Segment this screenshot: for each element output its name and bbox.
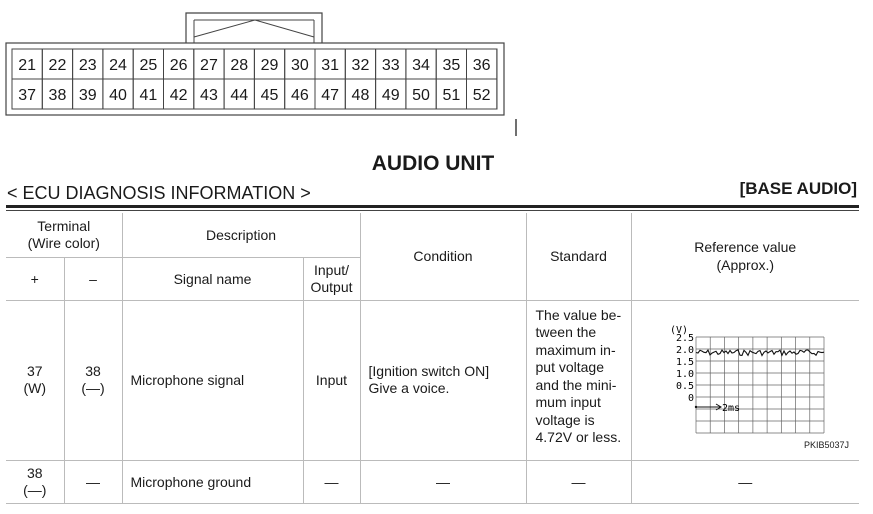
- connector-pin-label: 31: [321, 57, 340, 74]
- io-cell: —: [303, 460, 360, 503]
- plus-terminal-cell: [6, 460, 64, 503]
- table-row: [6, 300, 859, 460]
- connector-pin-label: 38: [48, 87, 67, 104]
- condition-line-1: [Ignition switch ON]: [368, 363, 490, 379]
- connector-pin-label: 25: [139, 57, 158, 74]
- connector-pin-label: 33: [381, 57, 400, 74]
- header-rule-thin: [6, 210, 859, 211]
- connector-pin-label: 41: [139, 87, 158, 104]
- standard-line: The value be-: [535, 306, 622, 323]
- plus-header: +: [6, 257, 64, 300]
- condition-cell: [360, 300, 526, 460]
- standard-line: voltage is: [535, 411, 595, 428]
- y-tick-label: 0.5: [675, 380, 694, 392]
- time-scale-dot: [694, 405, 696, 407]
- connector-pin-label: 52: [472, 87, 491, 104]
- ecu-diagnosis-label: < ECU DIAGNOSIS INFORMATION >: [7, 183, 311, 203]
- standard-line: 4.72V or less.: [535, 429, 622, 445]
- io-cell: Input: [303, 300, 360, 460]
- connector-pin-label: 26: [169, 57, 188, 74]
- connector-diagram: [0, 0, 873, 140]
- approx-header-label: (Approx.): [716, 257, 775, 274]
- condition-cell: —: [360, 460, 526, 503]
- minus-terminal-color: (—): [81, 380, 105, 396]
- minus-terminal-cell: —: [64, 460, 122, 503]
- connector-latch: [186, 13, 322, 47]
- condition-header: Condition: [360, 213, 526, 300]
- figure-id: PKIB5037J: [803, 439, 849, 450]
- connector-pin-label: 46: [290, 87, 309, 104]
- graph-waveform: [696, 349, 824, 355]
- plus-terminal-number: 38: [26, 464, 43, 481]
- time-scale-label: 2ms: [721, 402, 740, 414]
- section-title: AUDIO UNIT: [371, 152, 495, 175]
- reference-header-label: Reference value: [694, 239, 797, 256]
- connector-pin-label: 30: [290, 57, 309, 74]
- connector-pin-label: 42: [169, 87, 188, 104]
- standard-line: maximum in-: [535, 341, 616, 358]
- connector-pin-label: 48: [351, 87, 370, 104]
- connector-pin-label: 34: [412, 57, 430, 74]
- connector-pin-label: 29: [260, 57, 279, 74]
- connector-pin-label: 44: [230, 87, 249, 104]
- plus-terminal-color: (W): [23, 380, 47, 396]
- description-header: Description: [122, 213, 360, 257]
- standard-line: and the mini-: [535, 376, 617, 393]
- reference-cell: —: [631, 460, 859, 503]
- connector-pin-label: 39: [78, 87, 97, 104]
- minus-terminal-cell: [64, 300, 122, 460]
- connector-pin-label: 27: [200, 57, 218, 74]
- microphone-waveform-graph: [668, 323, 828, 441]
- y-tick-label: 1.0: [675, 368, 694, 380]
- connector-pin-label: 40: [109, 87, 127, 104]
- table-header-row: [6, 213, 859, 257]
- table-row: [6, 460, 859, 503]
- connector-pin-label: 50: [412, 87, 430, 104]
- graph-unit-label: (V): [669, 324, 688, 336]
- connector-pin-label: 49: [381, 87, 400, 104]
- condition-line-2: Give a voice.: [368, 380, 450, 396]
- plus-terminal-number: 37: [26, 363, 43, 379]
- terminal-table: [6, 213, 859, 504]
- connector-pin-label: 43: [200, 87, 218, 104]
- y-tick-label: 2.0: [675, 344, 694, 356]
- connector-pin-label: 23: [78, 57, 97, 74]
- plus-terminal-color: (—): [23, 481, 47, 498]
- connector-pin-label: 28: [230, 57, 249, 74]
- y-tick-label: 0: [687, 392, 694, 404]
- minus-terminal-number: 38: [85, 363, 101, 379]
- signal-name-cell: Microphone ground: [122, 460, 303, 503]
- connector-pin-label: 21: [18, 57, 37, 74]
- minus-header: –: [64, 257, 122, 300]
- standard-cell: —: [526, 460, 631, 503]
- terminal-header-label: Terminal: [37, 217, 91, 234]
- header-rule: [6, 205, 859, 208]
- connector-pin-label: 47: [321, 87, 340, 104]
- connector-pins: [12, 49, 497, 109]
- standard-header: Standard: [526, 213, 631, 300]
- standard-line: mum input: [535, 394, 601, 410]
- connector-pin-label: 32: [351, 57, 370, 74]
- connector-pin-label: 35: [442, 57, 461, 74]
- plus-terminal-cell: [6, 300, 64, 460]
- signal-name-header: Signal name: [122, 257, 303, 300]
- io-header: [303, 257, 360, 300]
- connector-pin-label: 45: [260, 87, 279, 104]
- reference-header: [631, 213, 859, 300]
- graph-y-ticks: [675, 333, 693, 404]
- connector-pin-label: 51: [442, 87, 461, 104]
- terminal-header: [6, 213, 122, 257]
- y-tick-label: 1.5: [675, 356, 694, 368]
- connector-pin-label: 37: [18, 87, 37, 104]
- io-header-line1: Input/: [313, 261, 350, 278]
- y-tick-label: 2.5: [675, 332, 694, 344]
- connector-pin-label: 36: [472, 57, 491, 74]
- io-header-line2: Output: [310, 278, 353, 295]
- standard-line: put voltage: [535, 359, 604, 375]
- connector-pin-label: 24: [109, 57, 127, 74]
- standard-cell: [526, 300, 631, 460]
- wire-color-header-label: (Wire color): [27, 234, 100, 251]
- base-audio-label: [BASE AUDIO]: [739, 179, 857, 198]
- signal-name-cell: Microphone signal: [122, 300, 303, 460]
- standard-line: tween the: [535, 324, 597, 340]
- reference-cell: [631, 300, 859, 460]
- connector-pin-label: 22: [48, 57, 67, 74]
